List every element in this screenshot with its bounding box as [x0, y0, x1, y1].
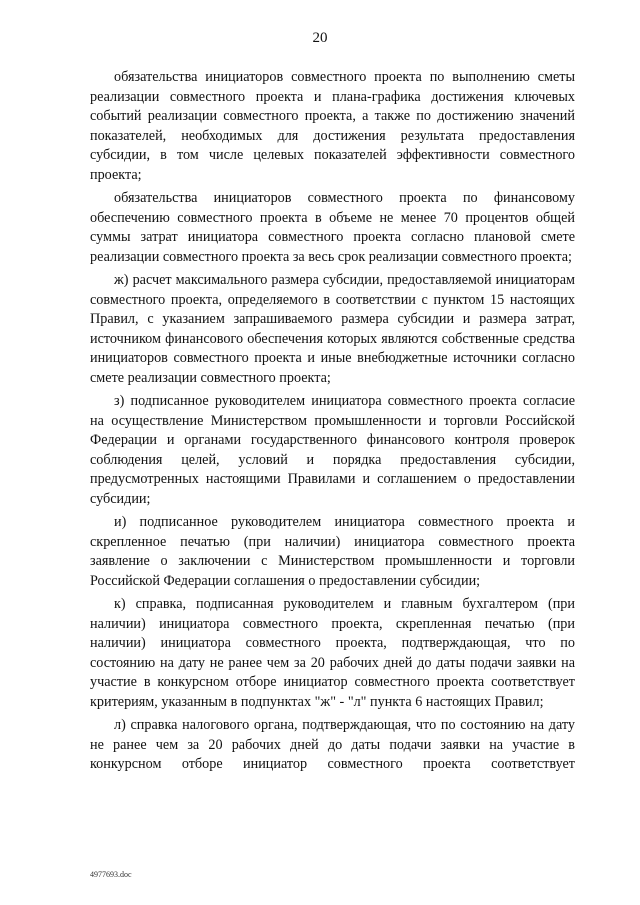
paragraph: и) подписанное руководителем инициатора совместного проекта и скрепленное печатью (при наличии) инициатора совместного проекта заявление о заключении с Министерством промышленности и торговли Российской Федерации соглашения о предоставлении субсидии;	[90, 514, 575, 589]
paragraph: обязательства инициаторов совместного проекта по финансовому обеспечению совместного проекта в объеме не менее 70 процентов общей суммы затрат инициатора совместного проекта согласно плановой смете реализации совместного проекта за весь срок реализации совместного проекта;	[90, 190, 575, 265]
paragraph: к) справка, подписанная руководителем и главным бухгалтером (при наличии) инициатора совместного проекта, скрепленная печатью (при наличии) инициатора совместного проекта, подтверждающая, что по состоянию на дату не ранее чем за 20 рабочих дней до даты подачи заявки на участие в конкурсном отборе инициатор совместного проекта соответствует критериям, указанным в подпунктах "ж" - "л" пункта 6 настоящих Правил;	[90, 596, 575, 710]
file-reference: 4977693.doc	[90, 870, 132, 879]
paragraph: обязательства инициаторов совместного проекта по выполнению сметы реализации совместного проекта и плана-графика достижения ключевых событий реализации совместного проекта, а также по достижению значений показателей, необходимых для достижения результата предоставления субсидии, в том числе целевых показателей эффективности совместного проекта;	[90, 69, 575, 183]
page-number: 20	[312, 30, 328, 46]
paragraph: ж) расчет максимального размера субсидии, предоставляемой инициаторам совместного проекта, определяемого в соответствии с пунктом 15 настоящих Правил, с указанием запрашиваемого размера субсидии и размера затрат, источником финансового обеспечения которых являются собственные средства инициаторов совместного проекта и иные внебюджетные источники согласно смете реализации совместного проекта;	[90, 272, 575, 386]
paragraph: з) подписанное руководителем инициатора совместного проекта согласие на осуществление Министерством промышленности и торговли Российской Федерации и органами государственного финансового контроля проверок соблюдения целей, условий и порядка предоставления субсидии, предусмотренных настоящими Правилами и соглашением о предоставлении субсидии;	[90, 393, 575, 507]
paragraph-last: л) справка налогового органа, подтверждающая, что по состоянию на дату не ранее чем за 20 рабочих дней до даты подачи заявки на участие в конкурсном отборе инициатор совместного проекта соответствует	[90, 717, 575, 772]
document-body	[90, 68, 575, 779]
